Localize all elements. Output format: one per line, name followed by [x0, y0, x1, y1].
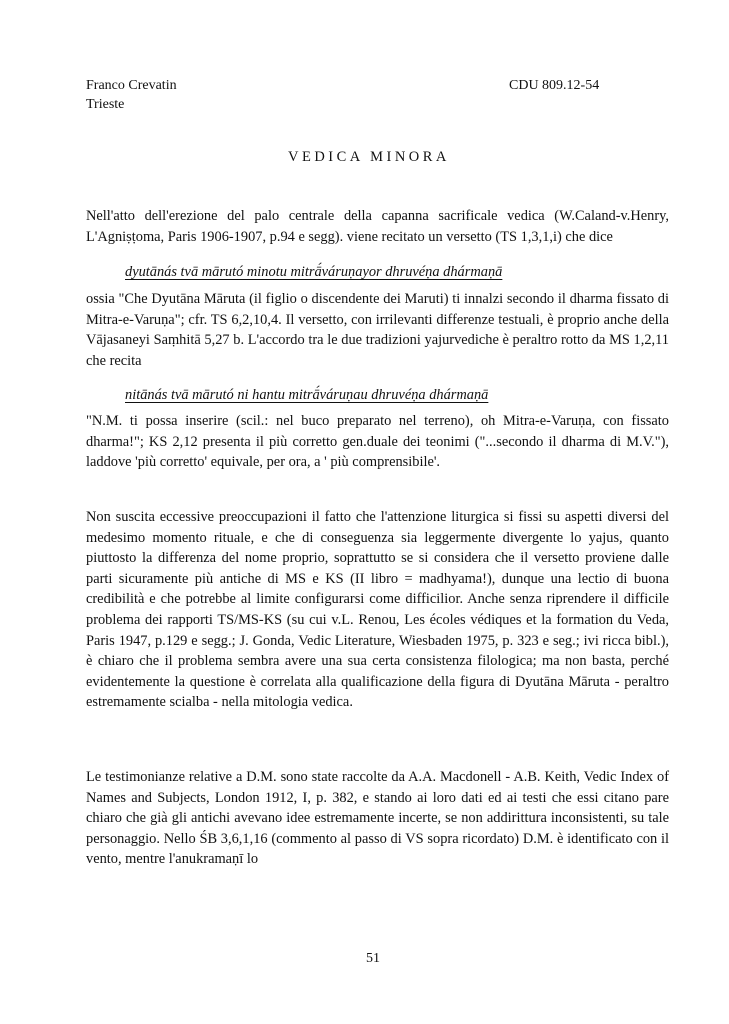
paragraph-5: Le testimonianze relative a D.M. sono state raccolte da A.A. Macdonell - A.B. Keith, Vedic Index of Names and Subjects, London 1912, I, p. 382, e stando ai loro dati ed ai testi che essi citano pare chiaro che già gli antichi avevano idee estremamente incerte, se non addirittura inconsistenti, su tale personaggio. Nello ŚB 3,6,1,16 (commento al passo di VS sopra ricordato) D.M. è identificato con il vento, mentre l'anukramaṇī lo [86, 769, 669, 868]
paragraph-2: ossia "Che Dyutāna Māruta (il figlio o discendente dei Maruti) ti innalzi secondo il dharma fissato di Mitra-e-Varuṇa"; cfr. TS 6,2,10,4. Il versetto, con irrilevanti differenze testuali, è proprio anche della Vājasaneyi Saṃhitā 5,27 b. L'accordo tra le due tradizioni yajurvediche è peraltro rotto da MS 1,2,11 che recita [86, 291, 669, 369]
paragraph-4: Non suscita eccessive preoccupazioni il fatto che l'attenzione liturgica si fissi su aspetti diversi del medesimo momento rituale, e che di conseguenza sia leggermente divergente lo yajus, quanto piuttosto la differenza del nome proprio, soprattutto se si considera che il versetto proviene dalle parti sicuramente più antiche di MS e KS (II libro = madhyama!), dunque una lectio di buona credibilità e che potrebbe al limite configurarsi come difficilior. Anche senza riprendere il difficile problema dei rapporti TS/MS-KS (su cui v.L. Renou, Les écoles védiques et la formation du Veda, Paris 1947, p.129 e segg.; J. Gonda, Vedic Literature, Wiesbaden 1975, p. 323 e seg.; ivi ricca bibl.), è chiaro che il problema sembra avere una sua certa consistenza filologica; ma non basta, perché evidentemente la questione è correlata alla qualificazione della figura di Dyutāna Māruta - peraltro estremamente scialba - nella mitologia vedica. [86, 509, 669, 711]
author-name: Franco Crevatin [86, 78, 177, 93]
cdu-classification: CDU 809.12-54 [509, 78, 600, 93]
verse-2: nitānás tvā mārutó ni hantu mitrā́váruṇau dhruvéṇa dhármaṇā [125, 387, 489, 403]
paragraph-1: Nell'atto dell'erezione del palo centrale della capanna sacrificale vedica (W.Caland-v.Henry, L'Agniṣṭoma, Paris 1906-1907, p.94 e segg). viene recitato un versetto (TS 1,3,1,i) che dice [86, 208, 669, 245]
paragraph-3: "N.M. ti possa inserire (scil.: nel buco preparato nel terreno), oh Mitra-e-Varuṇa, con fissato dharma!"; KS 2,12 presenta il più corretto gen.duale dei teonimi ("...secondo il dharma di M.V."), laddove 'più corretto' equivale, per ora, a ' più comprensibile'. [86, 413, 669, 471]
page-number: 51 [366, 951, 380, 966]
author-affiliation: Trieste [86, 97, 125, 112]
verse-1: dyutānás tvā mārutó minotu mitrā́váruṇayor dhruvéṇa dhármaṇā [125, 264, 503, 280]
article-title: VEDICA MINORA [288, 149, 450, 165]
